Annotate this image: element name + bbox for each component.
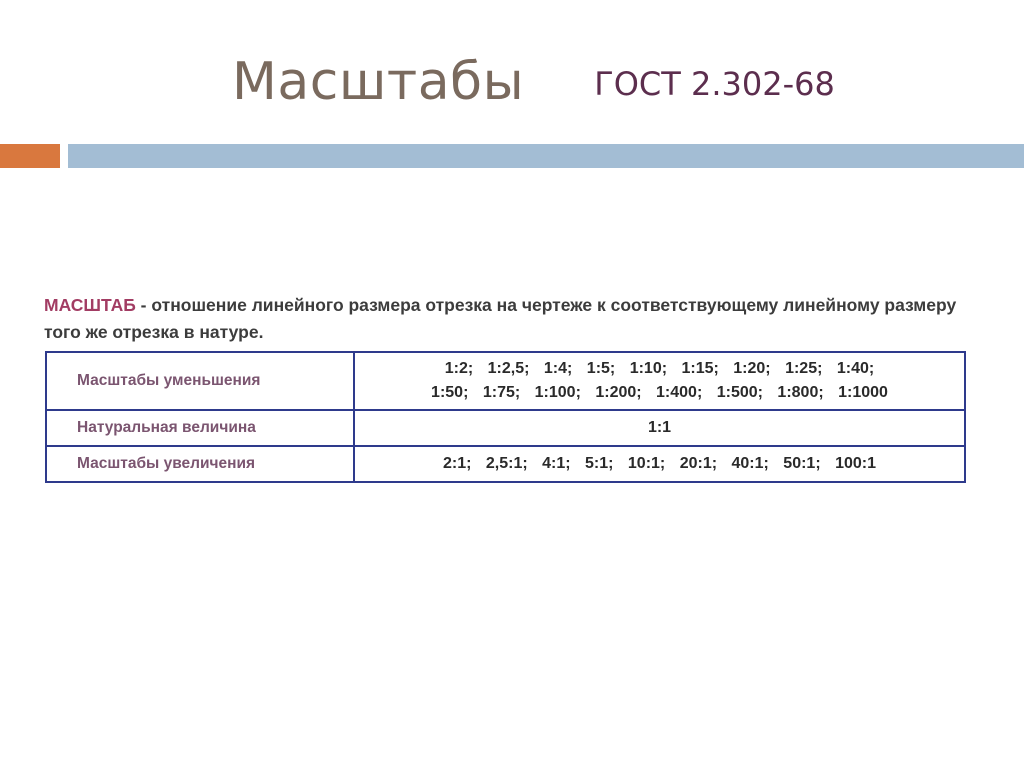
table-row-reduction bbox=[46, 352, 965, 410]
row-label-reduction: Масштабы уменьшения bbox=[46, 352, 354, 410]
accent-bar-orange bbox=[0, 144, 60, 168]
slide-title bbox=[232, 52, 835, 112]
title-gost-standard: ГОСТ 2.302-68 bbox=[594, 65, 835, 103]
definition-text: - отношение линейного размера отрезка на чертеже к соответствующему линейному размеру того же отрезка в натуре. bbox=[44, 295, 957, 342]
reduction-values-line-1: 1:2; 1:2,5; 1:4; 1:5; 1:10; 1:15; 1:20; 1:25; 1:40; bbox=[444, 360, 875, 377]
reduction-values-line-2: 1:50; 1:75; 1:100; 1:200; 1:400; 1:500; 1:800; 1:1000 bbox=[431, 384, 888, 401]
row-label-enlargement: Масштабы увеличения bbox=[46, 446, 354, 482]
accent-bar-blue bbox=[68, 144, 1024, 168]
enlargement-values-line: 2:1; 2,5:1; 4:1; 5:1; 10:1; 20:1; 40:1; 50:1; 100:1 bbox=[442, 455, 877, 472]
scales-table bbox=[45, 351, 966, 483]
natural-value: 1:1 bbox=[647, 419, 672, 436]
row-values-natural bbox=[354, 410, 965, 446]
row-values-enlargement bbox=[354, 446, 965, 482]
row-values-reduction bbox=[354, 352, 965, 410]
table-row-natural bbox=[46, 410, 965, 446]
title-main: Масштабы bbox=[232, 52, 525, 112]
row-label-natural: Натуральная величина bbox=[46, 410, 354, 446]
definition-term: МАСШТАБ bbox=[44, 295, 136, 315]
definition-paragraph bbox=[44, 292, 974, 346]
table-row-enlargement bbox=[46, 446, 965, 482]
